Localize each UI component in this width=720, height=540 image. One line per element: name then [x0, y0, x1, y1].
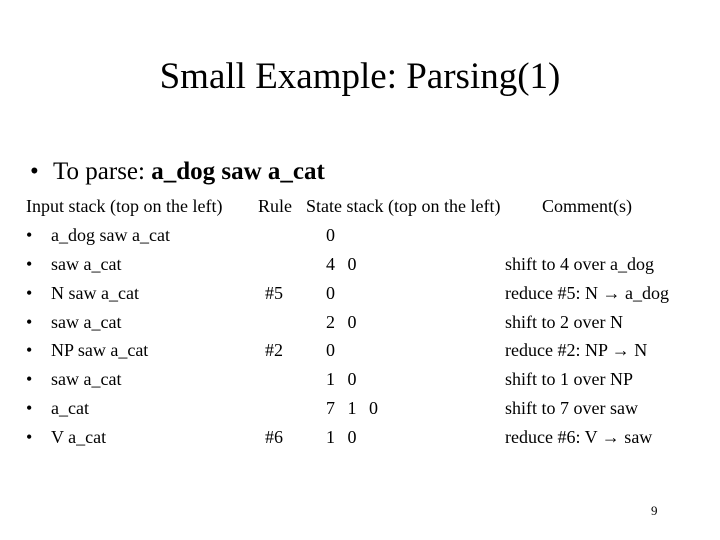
slide-title: Small Example: Parsing(1) [159, 56, 561, 97]
parse-input: a_dog saw a_cat [151, 158, 325, 185]
header-rule: Rule [258, 196, 292, 216]
row-bullet: • [26, 369, 33, 389]
row-input-stack: NP saw a_cat [51, 340, 149, 360]
row-rule: #5 [265, 283, 283, 303]
row-state-stack: 2 0 [326, 312, 361, 332]
row-state-stack: 0 [326, 340, 339, 360]
table-row [0, 368, 720, 397]
header-state: State stack (top on the left) [306, 196, 501, 216]
row-bullet: • [26, 225, 33, 245]
row-rule: #2 [265, 340, 283, 360]
parse-bullet: • [30, 158, 39, 185]
row-bullet: • [26, 398, 33, 418]
row-input-stack: N saw a_cat [51, 283, 139, 303]
row-bullet: • [26, 340, 33, 360]
row-state-stack: 0 [326, 225, 339, 245]
row-state-stack: 1 0 [326, 427, 361, 447]
row-bullet: • [26, 254, 33, 274]
parse-prefix: To parse: [53, 158, 152, 185]
table-row [0, 397, 720, 426]
row-comment: reduce #2: NP → N [505, 340, 648, 360]
row-comment: shift to 1 over NP [505, 369, 633, 389]
row-comment: shift to 4 over a_dog [505, 254, 654, 274]
row-comment: reduce #6: V → saw [505, 427, 653, 447]
table-row [0, 253, 720, 282]
row-state-stack: 7 1 0 [326, 398, 382, 418]
row-comment: shift to 2 over N [505, 312, 623, 332]
row-input-stack: saw a_cat [51, 312, 122, 332]
row-input-stack: a_cat [51, 398, 89, 418]
row-comment: shift to 7 over saw [505, 398, 638, 418]
row-bullet: • [26, 283, 33, 303]
row-input-stack: a_dog saw a_cat [51, 225, 170, 245]
row-input-stack: saw a_cat [51, 254, 122, 274]
row-state-stack: 0 [326, 283, 339, 303]
row-bullet: • [26, 312, 33, 332]
table-row [0, 224, 720, 253]
page-number: 9 [651, 503, 658, 518]
row-comment: reduce #5: N → a_dog [505, 283, 669, 303]
table-row [0, 311, 720, 340]
row-bullet: • [26, 427, 33, 447]
header-comment: Comment(s) [542, 196, 632, 216]
row-state-stack: 1 0 [326, 369, 361, 389]
parse-line [30, 156, 325, 188]
header-input: Input stack (top on the left) [26, 196, 223, 216]
row-rule: #6 [265, 427, 283, 447]
table-row [0, 339, 720, 368]
row-input-stack: saw a_cat [51, 369, 122, 389]
row-state-stack: 4 0 [326, 254, 361, 274]
table-row [0, 282, 720, 311]
table-row [0, 426, 720, 455]
row-input-stack: V a_cat [51, 427, 107, 447]
